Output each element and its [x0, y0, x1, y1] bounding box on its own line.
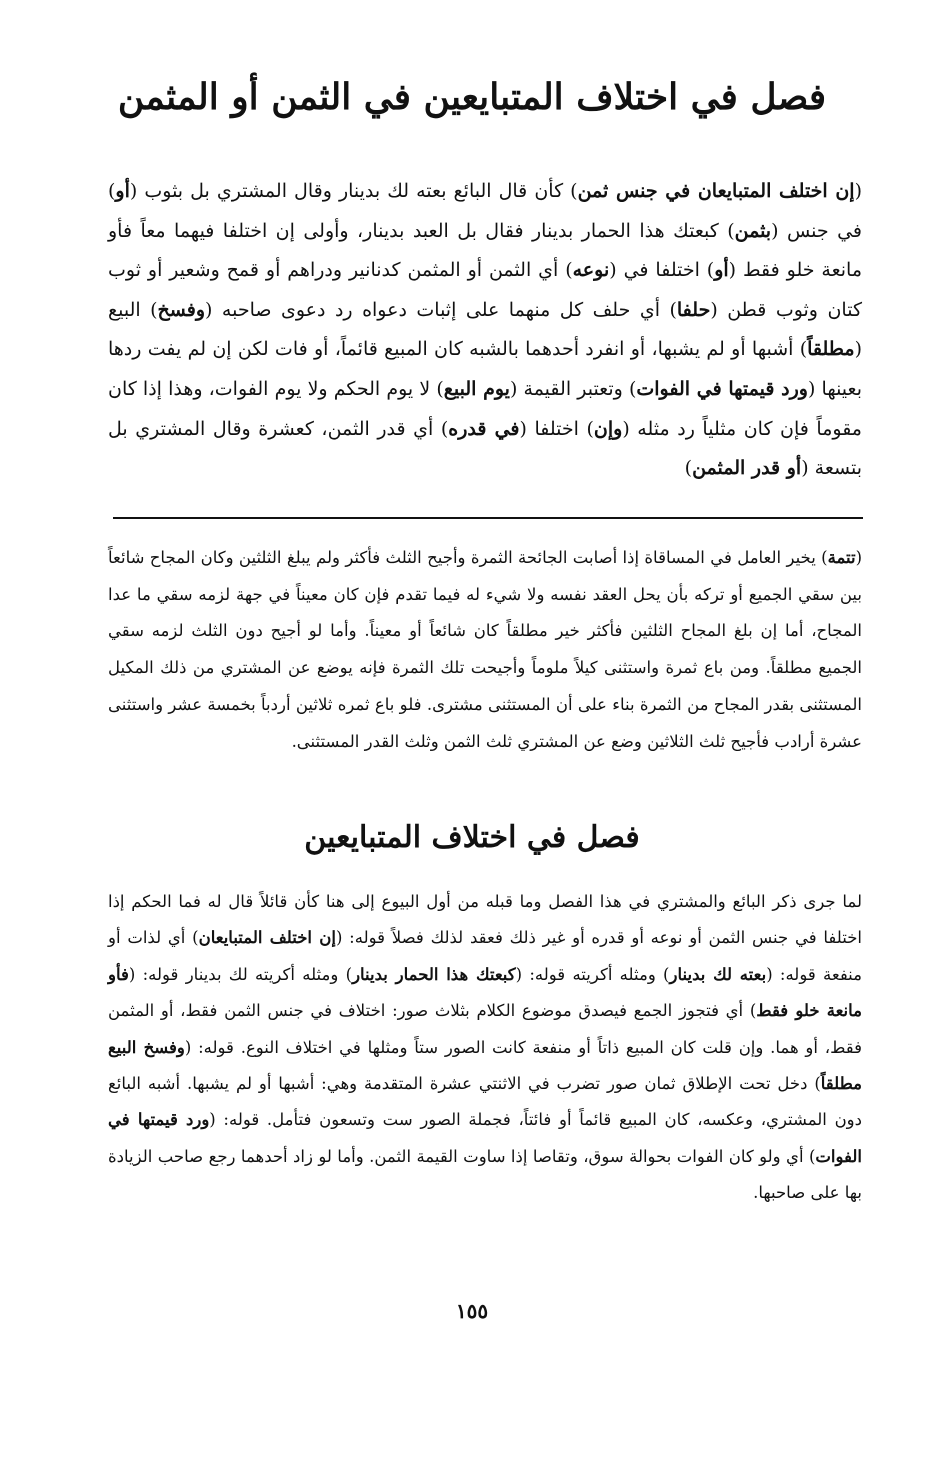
bold-term: إن اختلف المتبايعان في جنس ثمن — [577, 180, 855, 202]
bold-term: وفسخ — [157, 298, 206, 321]
text-run: ( — [855, 548, 862, 567]
commentary-text — [108, 884, 862, 1212]
bold-term: في قدره — [448, 417, 520, 440]
bold-term: حلفا — [676, 298, 711, 321]
text-run: ) لا يوم الحكم ولا يوم الفوات، وهذا إذا كان مقوماً فإن كان مثلياً رد مثله ( — [108, 377, 862, 440]
text-run: ) كبعتك هذا الحمار بدينار فقال بل العبد بدينار، وأولى إن اختلفا فيهما معاً فأو مانعة خلو فقط ( — [108, 219, 863, 282]
bold-term: إن اختلف المتبايعان — [198, 928, 336, 948]
text-run: ) في جنس ( — [108, 180, 862, 242]
supplement-note — [108, 540, 862, 760]
text-run: ) أي حلف كل منهما على إثبات دعواه رد دعوى صاحبه ( — [205, 298, 677, 321]
bold-term: أو قدر المثمن — [692, 457, 802, 480]
bold-term: ورد قيمتها في الفوات — [636, 377, 808, 400]
bold-term: أو — [714, 259, 729, 282]
text-run: ) وتعتبر القيمة ( — [509, 377, 637, 400]
bold-term: تتمة — [827, 548, 856, 567]
chapter-title: فصل في اختلاف المتبايعين في الثمن أو المثمن — [117, 76, 827, 118]
text-run: ) أشبها أو لم يشبها، أو انفرد أحدهما بالشبه كان المبيع قائماً، أو فات لكن إن لم يفت ردها بعينها ( — [108, 338, 862, 400]
bold-term: فأو مانعة خلو فقط — [108, 964, 863, 1021]
text-run: ) اختلفا ( — [519, 417, 594, 440]
bold-term: وإن — [593, 417, 623, 440]
page-number: ١٥٥ — [455, 1299, 489, 1323]
section-subtitle: فصل في اختلاف المتبايعين — [304, 820, 640, 855]
text-run: ( — [854, 180, 862, 202]
bold-term: ورد قيمتها في الفوات — [108, 1110, 862, 1166]
text-run: ) — [684, 457, 693, 480]
bold-term: بعته لك بدينار — [669, 964, 767, 984]
bold-term: يوم البيع — [443, 377, 510, 400]
footnote-divider — [113, 517, 863, 519]
main-text — [108, 172, 862, 489]
text-run: ) اختلفا في ( — [609, 259, 715, 282]
text-run: ) ومثله أكريته لك بدينار قوله: ( — [128, 964, 353, 984]
text-run: لما جرى ذكر البائع والمشتري في هذا الفصل وما قبله من أول البيوع إلى هنا كأن قائلاً قال له فما الحكم إذا اختلفا في جنس الثمن أو نوعه أو قدره أو غير ذلك فعقد لذلك فصلاً قوله: ( — [108, 892, 862, 948]
text-run: ) يخير العامل في المساقاة إذا أصابت الجائحة الثمرة وأجيح الثلث فأكثر ولم يبلغ الثلثين وكان المجاح شائعاً بين سقي الجميع أو تركه بأن يحل العقد نفسه ولا شيء له فيما تقدم فإن كان معيناً في جهة لزمه سقي ما عدا المجاح، أما إن بلغ المجاح الثلثين فأكثر خير مطلقاً كان شائعاً أو معيناً. وأما لو أجيح دون الثلث لزمه سقي الجميع مطلقاً. ومن باع ثمرة واستثنى كيلاً ملوماً وأجيحت تلك الثمرة فإنه يوضع عن المشتري من ذلك المكيل المستثنى بقدر المجاح من الثمرة بناء على أن المستثنى مشترى. فلو باع ثمره ثلاثين أردباً بخمسة عشر واستثنى عشرة أرادب فأجيح ثلث الثلاثين وضع عن المشتري ثلث الثمن وثلث القدر المستثنى. — [108, 548, 862, 751]
text-run: ) أي الثمن أو المثمن كدنانير ودراهم أو قمح وشعير أو ثوب كتان وثوب قطن ( — [108, 259, 862, 321]
text-run: ) أي لذات أو منفعة قوله: ( — [108, 928, 862, 984]
text-run: ) أي ولو كان الفوات بحوالة سوق، وتقاصا إذا ساوت القيمة الثمن. وأما لو زاد أحدهما رجع صاحب الزيادة بها على صاحبها. — [108, 1146, 862, 1203]
bold-term: أو — [115, 180, 130, 202]
text-run: ) ومثله أكريته قوله: ( — [515, 964, 670, 984]
bold-term: مطلقاً — [807, 338, 855, 361]
bold-term: وفسخ البيع مطلقاً — [108, 1037, 862, 1094]
text-run: ) أي قدر الثمن، كعشرة وقال المشتري بل بتسعة ( — [108, 417, 862, 480]
text-run: ) البيع ( — [108, 298, 862, 361]
text-run: ) أي فتجوز الجمع فيصدق موضوع الكلام بثلاث صور: اختلاف في جنس الثمن فقط، أو المثمن فقط، أو هما. وإن قلت كان المبيع ذاتاً أو منفعة كانت الصور ستاً ومثلها في اختلاف النوع. قوله: ( — [108, 1001, 862, 1057]
bold-term: بثمن — [734, 219, 772, 242]
text-run: ) دخل تحت الإطلاق ثمان صور تضرب في الاثنتي عشرة المتقدمة وهي: أشبها أو لم يشبها. أشبه البائع دون المشتري، وعكسه، كان المبيع قائماً أو فائتاً، فجملة الصور ست وتسعون فتأمل. قوله: ( — [108, 1074, 862, 1130]
bold-term: نوعه — [572, 259, 610, 282]
bold-term: كبعتك هذا الحمار بدينار — [352, 964, 516, 984]
text-run: ) كأن قال البائع بعته لك بدينار وقال المشتري بل بثوب ( — [129, 180, 578, 202]
